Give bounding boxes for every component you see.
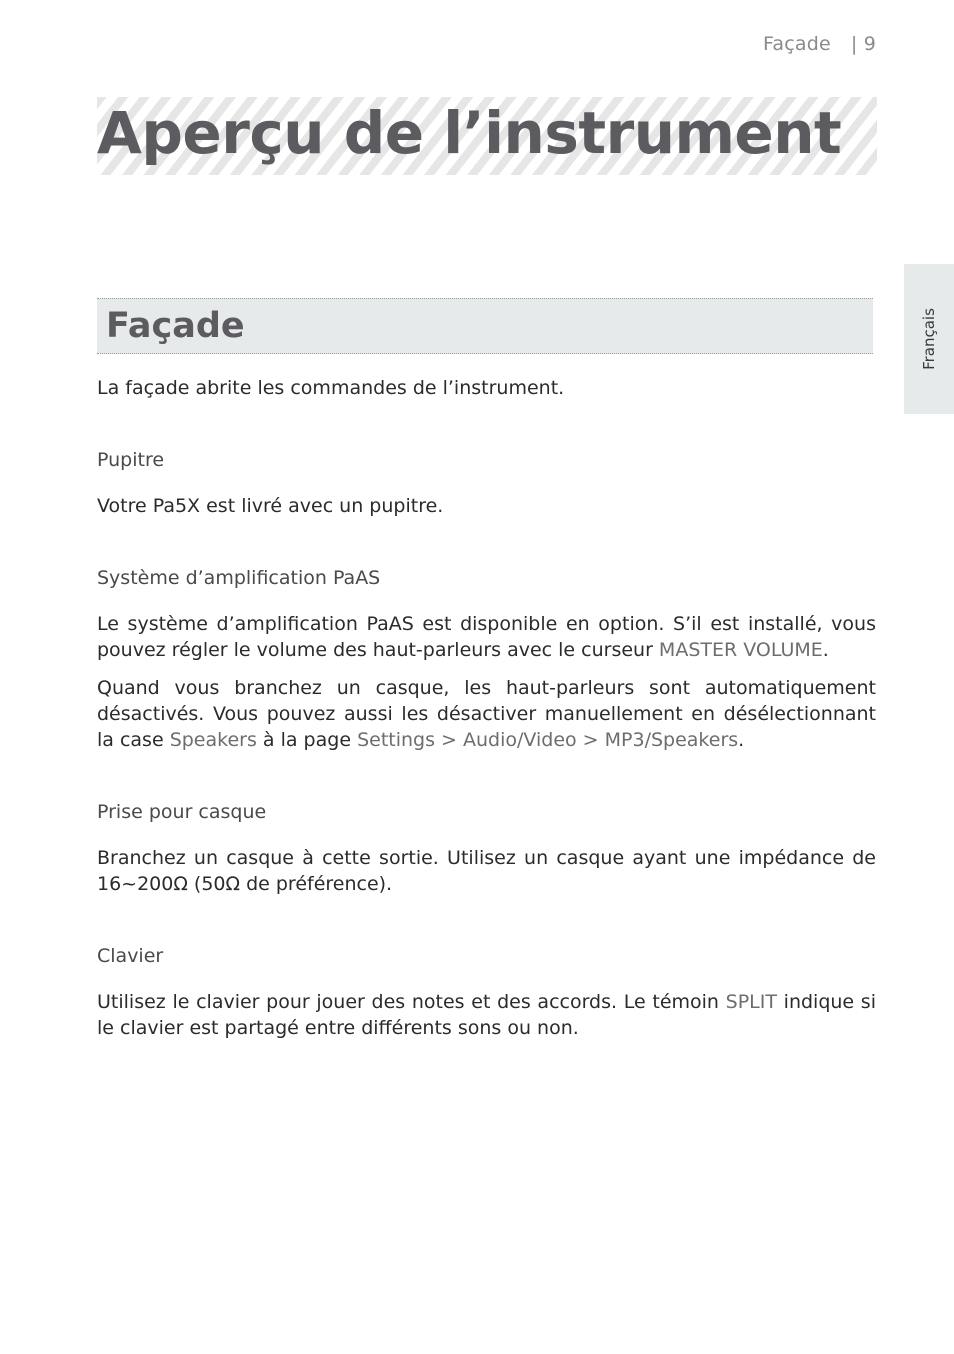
- paragraph-casque: Branchez un casque à cette sortie. Utilisez un casque ayant une impédance de 16~200Ω (50Ω de préférence).: [97, 847, 876, 895]
- language-tab: [904, 264, 954, 414]
- paragraph-clavier: [97, 989, 876, 1041]
- paragraph-paas-1: [97, 611, 876, 663]
- keyword-settings-path: Settings > Audio/Video > MP3/Speakers: [357, 729, 739, 751]
- clavier-text-a: Utilisez le clavier pour jouer des notes et des accords. Le témoin: [97, 991, 726, 1013]
- section-intro: La façade abrite les commandes de l’instrument.: [97, 377, 565, 399]
- subsection-heading-casque: Prise pour casque: [97, 801, 267, 823]
- subsection-heading-clavier: Clavier: [97, 945, 164, 967]
- paas-2-text-b: à la page: [256, 729, 358, 751]
- language-tab-label: Français: [920, 308, 938, 370]
- page-content: [97, 375, 876, 1053]
- running-head: [763, 33, 876, 55]
- keyword-master-volume: MASTER VOLUME: [658, 639, 823, 661]
- keyword-split: SPLIT: [725, 991, 777, 1013]
- clavier-text-b: indique si le clavier est partagé entre différents sons ou non.: [97, 991, 876, 1039]
- paas-2-text-c: .: [738, 729, 745, 751]
- section-header-bar: [97, 298, 873, 354]
- paragraph-pupitre: Votre Pa5X est livré avec un pupitre.: [97, 495, 444, 517]
- paas-1-text-a: Le système d’amplification PaAS est disponible en option. S’il est installé, vous pouvez régler le volume des haut-parleurs avec le curseur: [97, 613, 876, 661]
- keyword-speakers: Speakers: [169, 729, 257, 751]
- subsection-heading-pupitre: Pupitre: [97, 449, 165, 471]
- paas-2-text-a: Quand vous branchez un casque, les haut-parleurs sont automatiquement désactivés. Vous pouvez aussi les désactiver manuellement en désélectionnant la case: [97, 677, 876, 751]
- page-number: | 9: [850, 33, 876, 55]
- subsection-heading-paas: Système d’amplification PaAS: [97, 567, 381, 589]
- paas-1-text-b: .: [822, 639, 829, 661]
- paragraph-paas-2: [97, 675, 876, 753]
- running-head-section: Façade: [762, 33, 831, 55]
- chapter-title: Aperçu de l’instrument: [97, 99, 842, 167]
- section-title: Façade: [106, 306, 245, 346]
